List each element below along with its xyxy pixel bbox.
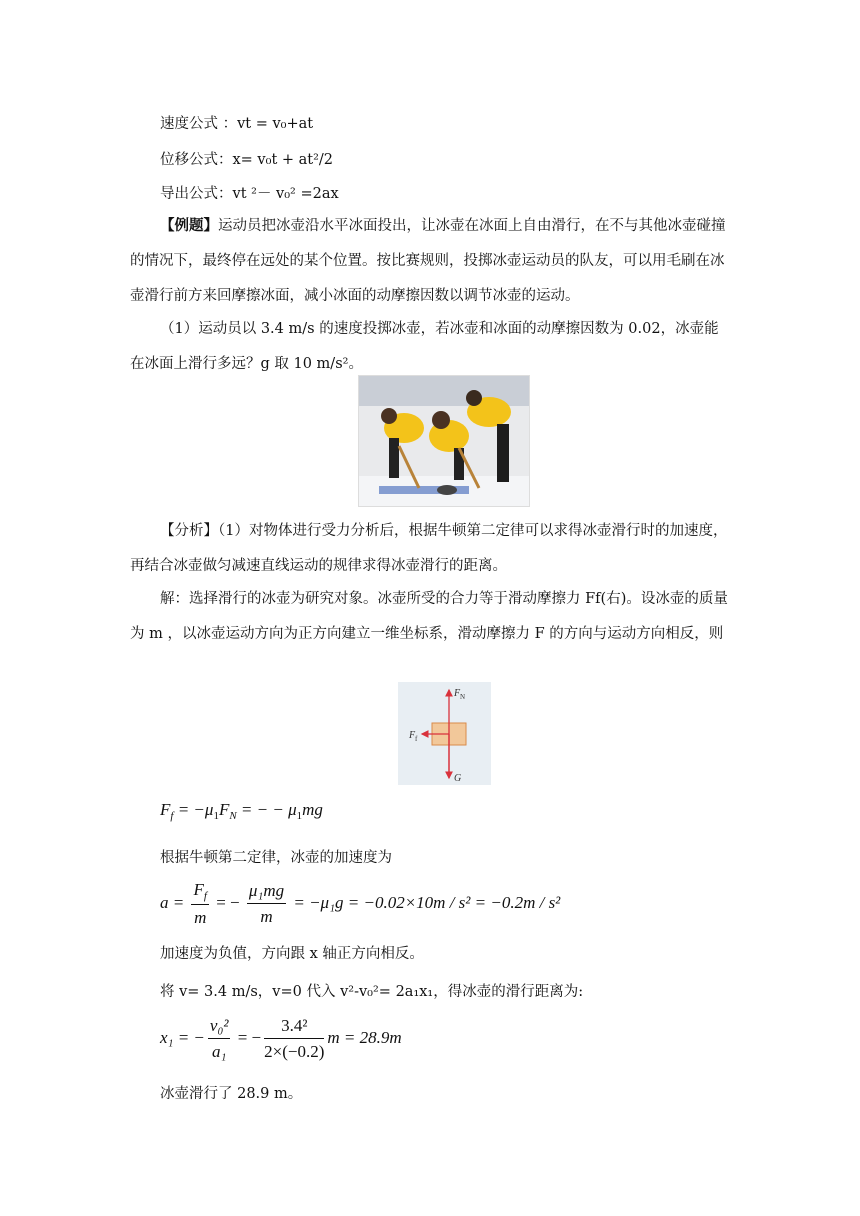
conclusion-text: 冰壶滑行了 28.9 m。 xyxy=(160,1086,303,1102)
friction-formula xyxy=(160,800,323,822)
f1-mid-sub: 1 xyxy=(213,810,219,822)
f1-lhs: F xyxy=(160,800,171,819)
f2-a: a = xyxy=(160,892,189,912)
force-diagram xyxy=(398,682,491,785)
f3-rest: m = 28.9m xyxy=(327,1027,402,1047)
fn-label: F xyxy=(454,688,461,699)
ff-sub-label: f xyxy=(415,735,418,743)
example-question: （1）运动员以 3.4 m/s 的速度投掷冰壶，若冰壶和冰面的动摩擦因数为 0.02，冰壶能在冰面上滑行多远？g 取 10 m/s²。 xyxy=(130,321,719,372)
f3-num2: 3.4² xyxy=(264,1016,324,1039)
analysis-paragraph xyxy=(130,514,730,584)
negative-note: 加速度为负值，方向跟 x 轴正方向相反。 xyxy=(160,946,424,962)
f1-end: mg xyxy=(302,800,323,819)
f3-den1: a₁ xyxy=(211,1042,227,1061)
f1-lhs-sub: f xyxy=(170,810,174,822)
f2-num1-sub: f xyxy=(203,890,207,902)
f3-den2: 2×(−0.2) xyxy=(264,1042,325,1061)
example-body: 运动员把冰壶沿水平冰面投出，让冰壶在冰面上自由滑行，在不与其他冰壶碰撞的情况下，最终停在远处的某个位置。按比赛规则，投掷冰壶运动员的队友，可以用毛刷在冰壶滑行前方来回摩擦冰面，减小冰面的动摩擦因数以调节冰壶的运动。 xyxy=(130,218,726,304)
g-label: G xyxy=(454,773,462,784)
f1-eq2: = − − μ xyxy=(236,800,297,819)
ff-label: F xyxy=(409,730,416,741)
f3-num1: v₀² xyxy=(208,1016,231,1039)
displacement-formula: 位移公式：x= v₀t + at²/2 xyxy=(160,152,334,168)
f3-frac1 xyxy=(208,1016,231,1062)
f1-fn-sub: N xyxy=(229,810,237,822)
f2-den2: m xyxy=(260,907,273,926)
example-paragraph xyxy=(130,208,730,314)
f2-frac2 xyxy=(247,881,286,927)
f2-eq: = − xyxy=(211,892,244,912)
example-label: 【例题】 xyxy=(160,217,218,234)
distance-formula xyxy=(160,1016,402,1062)
f2-frac1 xyxy=(191,880,208,928)
acceleration-formula xyxy=(160,880,560,928)
f2-num2: μ₁mg xyxy=(247,881,286,904)
newton-text: 根据牛顿第二定律，冰壶的加速度为 xyxy=(160,850,392,866)
derived-formula: 导出公式：vt ²－ v₀² =2ax xyxy=(160,186,339,202)
analysis-body: （1）对物体进行受力分析后，根据牛顿第二定律可以求得冰壶滑行时的加速度，再结合冰壶做匀减速直线运动的规律求得冰壶滑行的距离。 xyxy=(130,523,728,574)
f3-frac2 xyxy=(264,1016,324,1062)
f1-end-sub: 1 xyxy=(296,810,303,822)
f3-eq: = − xyxy=(233,1027,262,1047)
f1-eq1: = −μ xyxy=(173,800,214,819)
fn-sub-label: N xyxy=(460,693,466,701)
f2-rest: = −μ₁g = −0.02×10m / s² = −0.2m / s² xyxy=(289,892,561,912)
substitute-text: 将 v= 3.4 m/s，v=0 代入 v²-v₀²= 2a₁x₁，得冰壶的滑行距离为: xyxy=(160,984,584,1000)
analysis-label: 【分析】 xyxy=(160,523,218,539)
solution-intro: 解：选择滑行的冰壶为研究对象。冰壶所受的合力等于滑动摩擦力 Ff(右)。设冰壶的质量为 m ，以冰壶运动方向为正方向建立一维坐标系，滑动摩擦力 F 的方向与运动方向相反，则 xyxy=(130,591,728,642)
f2-den1: m xyxy=(194,908,207,927)
f3-lhs: x₁ = − xyxy=(160,1027,205,1047)
f1-fn: F xyxy=(218,800,230,819)
curling-photo xyxy=(358,375,530,507)
velocity-formula: 速度公式 ：vt = v₀+at xyxy=(160,116,314,132)
f2-num1: F xyxy=(193,880,204,899)
